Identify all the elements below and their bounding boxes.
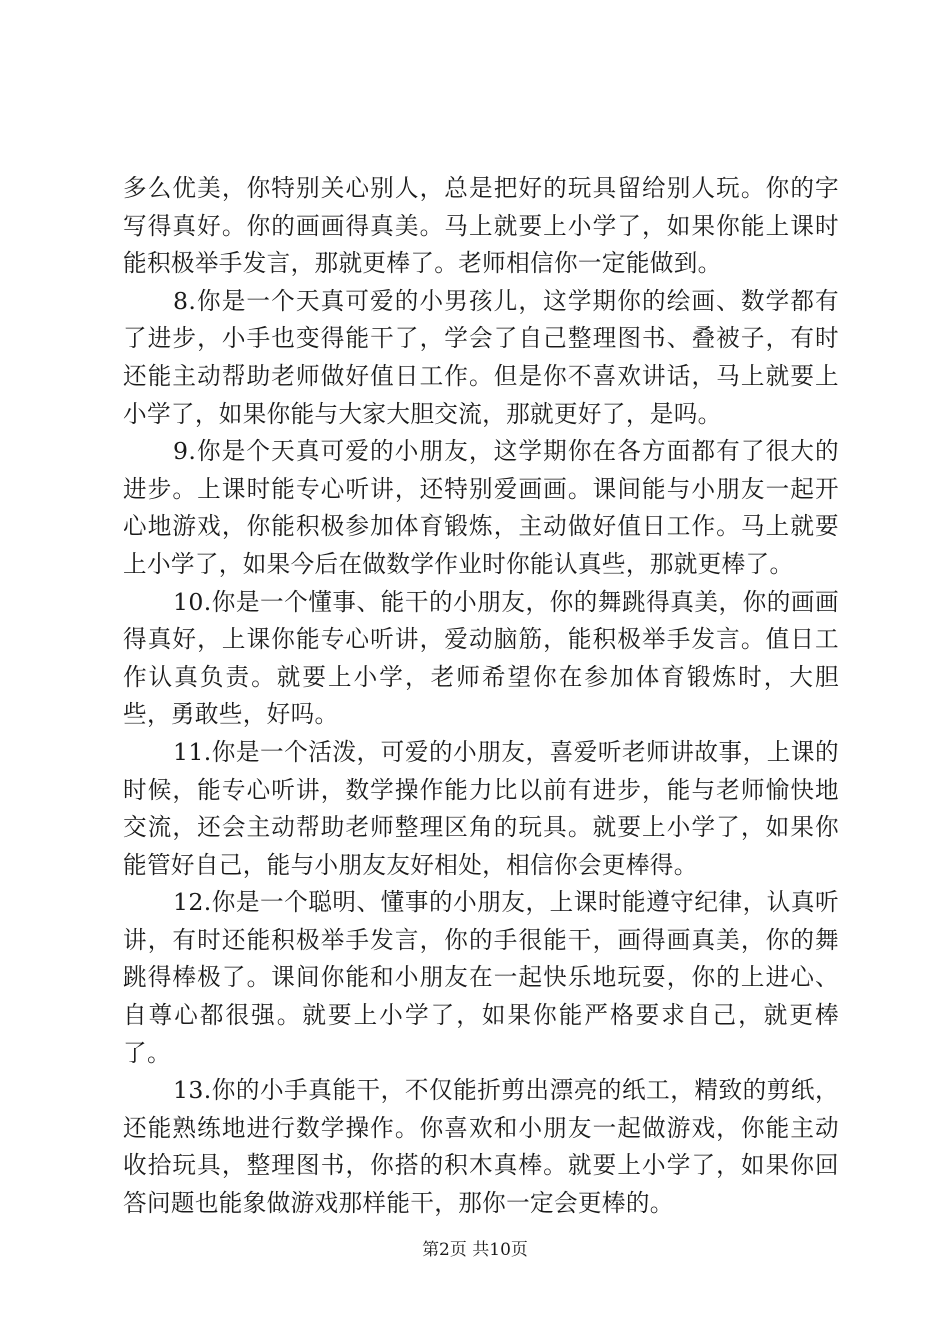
paragraph-item-8: 8.你是一个天真可爱的小男孩儿，这学期你的绘画、数学都有了进步，小手也变得能干了，学会了自己整理图书、叠被子，有时还能主动帮助老师做好值日工作。但是你不喜欢讲话，马上就要上小学了，如果你能与大家大胆交流，那就更好了，是吗。: [123, 286, 839, 428]
page-number-footer: 第2页 共10页: [422, 1240, 528, 1260]
paragraph-item-12: 12.你是一个聪明、懂事的小朋友，上课时能遵守纪律，认真听讲，有时还能积极举手发言，你的手很能干，画得画真美，你的舞跳得棒极了。课间你能和小朋友在一起快乐地玩耍，你的上进心、自尊心都很强。就要上小学了，如果你能严格要求自己，就更棒了。: [123, 888, 839, 1067]
paragraph-continued: 多么优美，你特别关心别人，总是把好的玩具留给别人玩。你的字写得真好。你的画画得真美。马上就要上小学了，如果你能上课时能积极举手发言，那就更棒了。老师相信你一定能做到。: [123, 174, 839, 278]
document-body: [123, 170, 839, 1223]
paragraph-item-11: 11.你是一个活泼，可爱的小朋友，喜爱听老师讲故事，上课的时候，能专心听讲，数学操作能力比以前有进步，能与老师愉快地交流，还会主动帮助老师整理区角的玩具。就要上小学了，如果你能管好自己，能与小朋友友好相处，相信你会更棒得。: [123, 737, 839, 879]
paragraph-item-13: 13.你的小手真能干，不仅能折剪出漂亮的纸工，精致的剪纸，还能熟练地进行数学操作。你喜欢和小朋友一起做游戏，你能主动收拾玩具，整理图书，你搭的积木真棒。就要上小学了，如果你回答问题也能象做游戏那样能干，那你一定会更棒的。: [123, 1076, 839, 1218]
paragraph-item-9: 9.你是个天真可爱的小朋友，这学期你在各方面都有了很大的进步。上课时能专心听讲，还特别爱画画。课间能与小朋友一起开心地游戏，你能积极参加体育锻炼，主动做好值日工作。马上就要上小学了，如果今后在做数学作业时你能认真些，那就更棒了。: [123, 437, 839, 578]
paragraph-item-10: 10.你是一个懂事、能干的小朋友，你的舞跳得真美，你的画画得真好，上课你能专心听讲，爱动脑筋，能积极举手发言。值日工作认真负责。就要上小学，老师希望你在参加体育锻炼时，大胆些，勇敢些，好吗。: [123, 587, 839, 729]
